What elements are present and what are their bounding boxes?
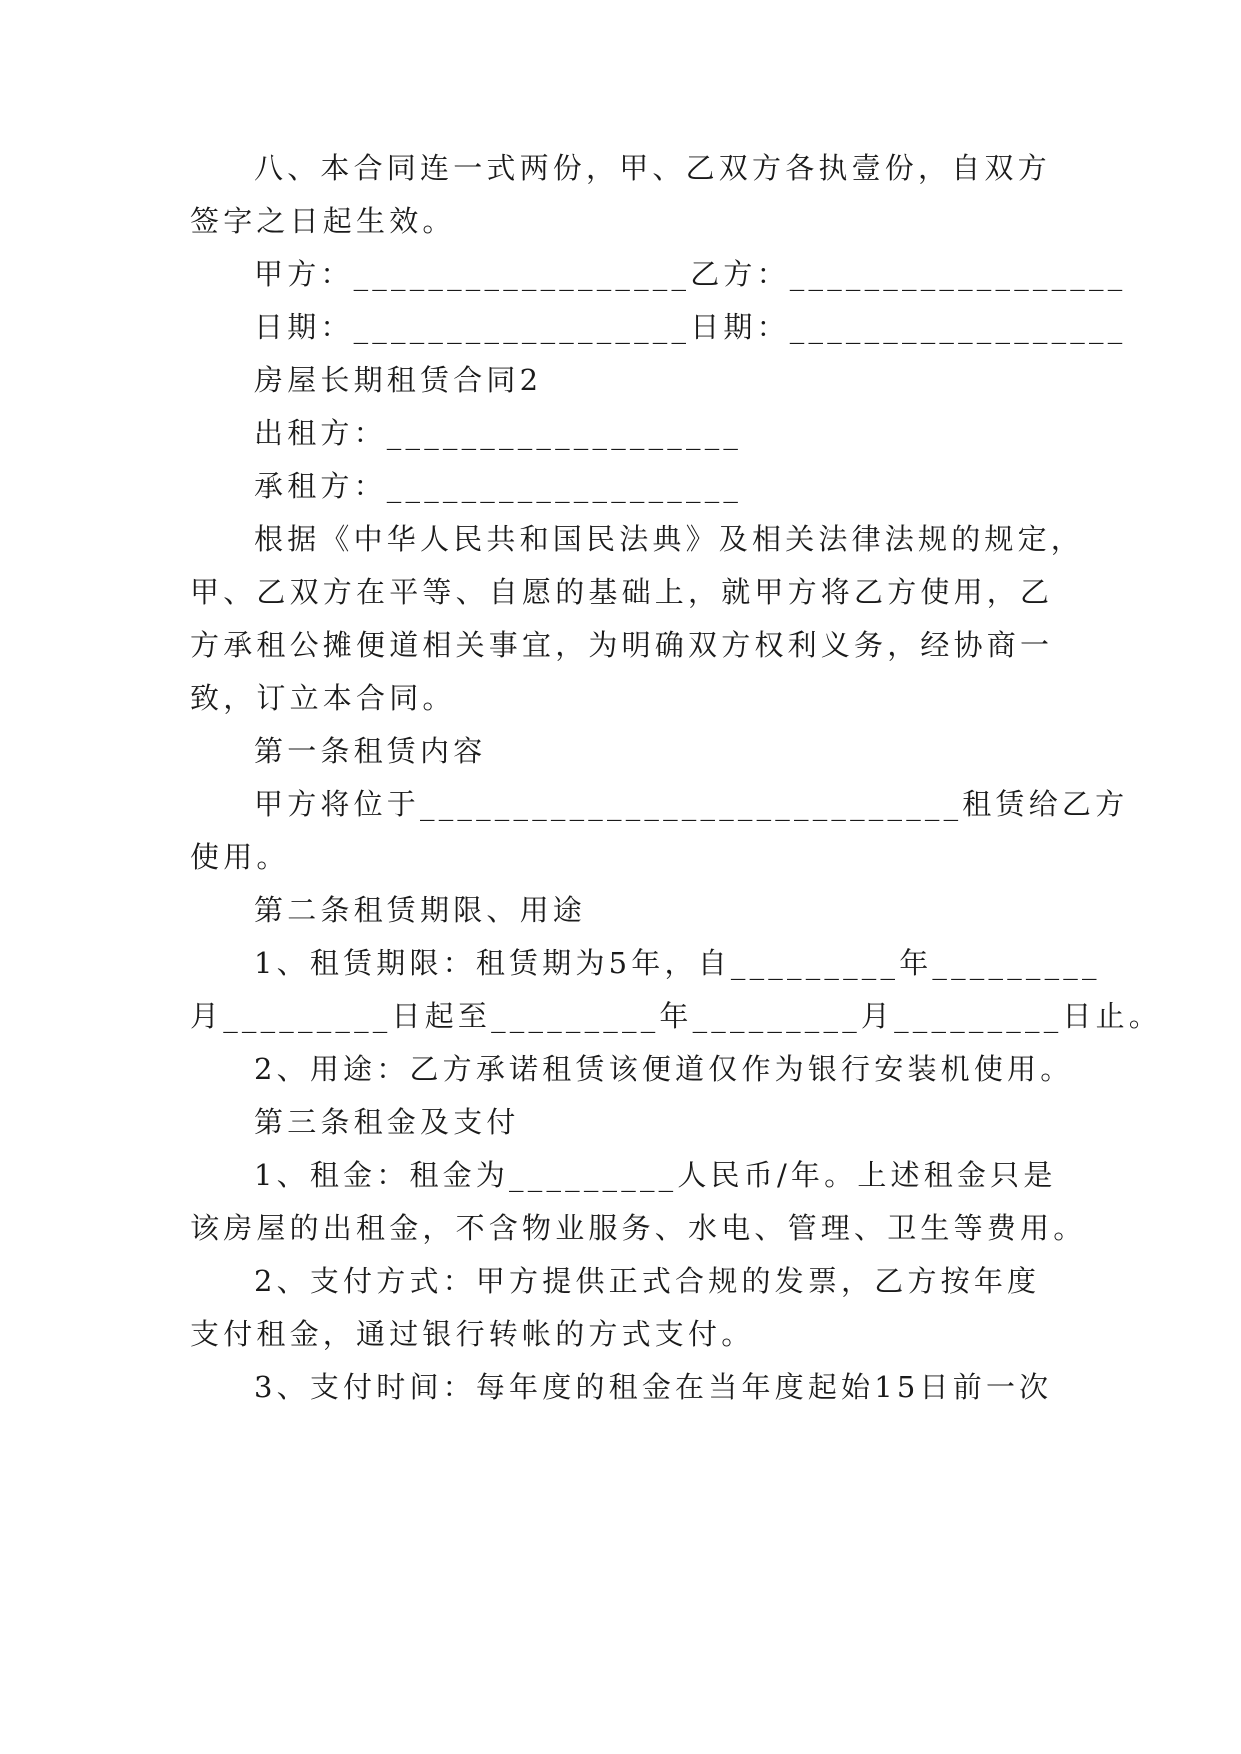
- date-line: 日期：__________________日期：__________________: [254, 310, 1127, 344]
- lessee-line: 承租方：___________________: [254, 469, 743, 503]
- text-line: 1、租金：租金为_________人民币/年。上述租金只是: [254, 1158, 1057, 1192]
- text-line: 该房屋的出租金，不含物业服务、水电、管理、卫生等费用。: [190, 1211, 1087, 1245]
- article-heading: 第三条租金及支付: [254, 1105, 520, 1139]
- text-line: 使用。: [190, 840, 290, 874]
- text-line: 根据《中华人民共和国民法典》及相关法律法规的规定，: [254, 522, 1085, 556]
- lessor-line: 出租方：___________________: [254, 416, 743, 450]
- text-line: 月_________日起至_________年_________月_________日止。: [190, 999, 1163, 1033]
- text-line: 方承租公摊便道相关事宜，为明确双方权利义务，经协商一: [190, 628, 1054, 662]
- text-line: 2、支付方式：甲方提供正式合规的发票，乙方按年度: [254, 1264, 1041, 1298]
- text-line: 八、本合同连一式两份，甲、乙双方各执壹份，自双方: [254, 151, 1051, 185]
- article-heading: 第二条租赁期限、用途: [254, 893, 587, 927]
- text-line: 1、租赁期限：租赁期为5年，自_________年_________: [254, 946, 1101, 980]
- text-line: 2、用途：乙方承诺租赁该便道仅作为银行安装机使用。: [254, 1052, 1074, 1086]
- signature-line: 甲方：__________________乙方：__________________: [254, 257, 1127, 291]
- article-heading: 第一条租赁内容: [254, 734, 487, 768]
- text-line: 甲方将位于_____________________________租赁给乙方: [254, 787, 1129, 821]
- text-line: 支付租金，通过银行转帐的方式支付。: [190, 1317, 755, 1351]
- text-line: 致，订立本合同。: [190, 681, 456, 715]
- text-line: 甲、乙双方在平等、自愿的基础上，就甲方将乙方使用，乙: [190, 575, 1054, 609]
- text-line: 签字之日起生效。: [190, 204, 456, 238]
- text-line: 3、支付时间：每年度的租金在当年度起始15日前一次: [254, 1370, 1053, 1404]
- section-title: 房屋长期租赁合同2: [254, 363, 543, 397]
